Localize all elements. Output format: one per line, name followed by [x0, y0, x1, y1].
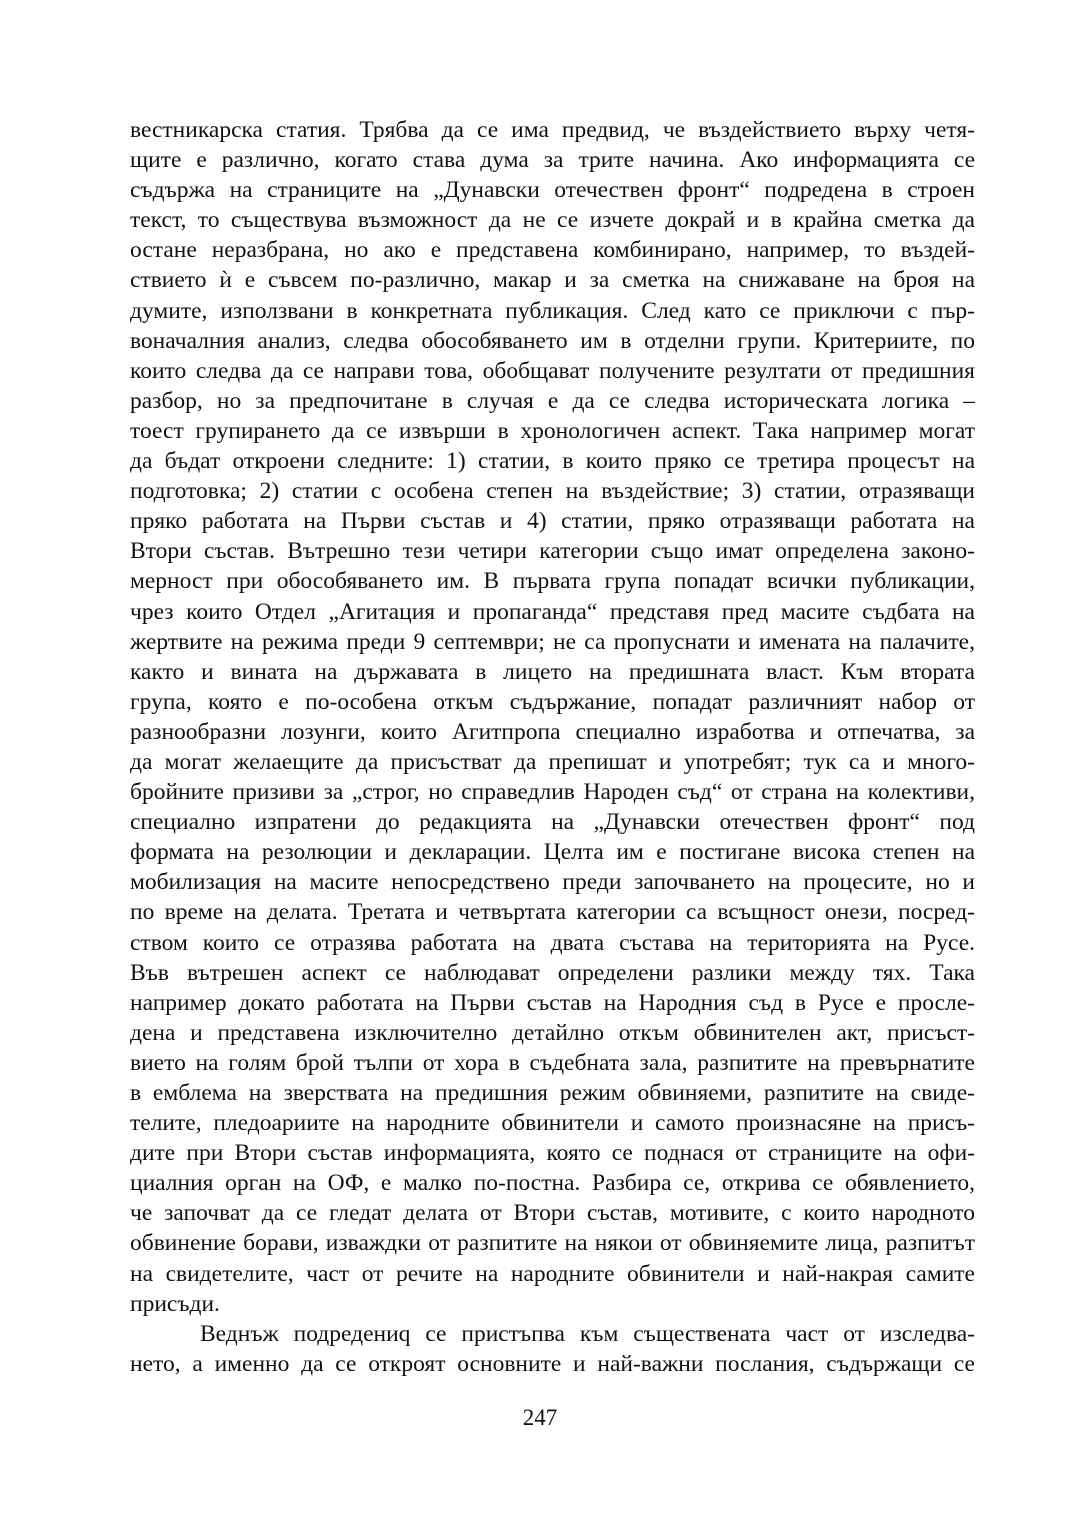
- text-line: щите е различно, когато става дума за трите начина. Ако информацията се: [130, 147, 975, 174]
- text-line: група, която е по-особена откъм съдържание, попадат различният набор от: [130, 688, 975, 715]
- text-line: вието на голям брой тълпи от хора в съдебната зала, разпитите на превърнатите: [130, 1049, 975, 1076]
- text-line: обвинение борави, изваждки от разпитите на някои от обвиняемите лица, разпитът: [130, 1230, 975, 1257]
- text-line: разбор, но за предпочитане в случая е да се следва историческата логика –: [130, 387, 975, 414]
- text-line: пряко работата на Първи състав и 4) статии, пряко отразяващи работата на: [130, 508, 975, 535]
- text-line: мерност при обособяването им. В първата група попадат всички публикации,: [130, 568, 975, 595]
- text-line: съдържа на страниците на „Дунавски отечествен фронт“ подредена в строен: [130, 177, 975, 204]
- text-line: дите при Втори състав информацията, която се поднася от страниците на офи-: [130, 1140, 975, 1167]
- body-text: [130, 115, 975, 1379]
- text-line: ством които се отразява работата на двата състава на територията на Русе.: [130, 929, 975, 956]
- text-line: които следва да се направи това, обобщават получените резултати от предишния: [130, 357, 975, 384]
- text-line: тоест групирането да се извърши в хронологичен аспект. Така например могат: [130, 417, 975, 444]
- text-line: на свидетелите, част от речите на народните обвинители и най-накрая самите: [130, 1260, 975, 1287]
- text-line: циалния орган на ОФ, е малко по-постна. Разбира се, открива се обявлението,: [130, 1170, 975, 1197]
- text-line: подготовка; 2) статии с особена степен на въздействие; 3) статии, отразяващи: [130, 478, 975, 505]
- text-line: например докато работата на Първи състав на Народния съд в Русе е просле-: [130, 989, 975, 1016]
- text-line: по време на делата. Третата и четвъртата категории са всъщност онези, посред-: [130, 899, 975, 926]
- text-line: в емблема на зверствата на предишния режим обвиняеми, разпитите на свиде-: [130, 1080, 975, 1106]
- text-line: че започват да се гледат делата от Втори състав, мотивите, с които народното: [130, 1200, 975, 1227]
- page-number: 247: [522, 1405, 558, 1430]
- text-line: присъди.: [130, 1290, 220, 1317]
- paragraph: [130, 1319, 975, 1379]
- text-line: вестникарска статия. Трябва да се има предвид, че въздействието върху четя-: [130, 117, 975, 143]
- text-line: мобилизация на масите непосредствено преди започването на процесите, но и: [130, 869, 975, 896]
- text-line: Веднъж подредениq се пристъпва към съществената част от изследва-: [200, 1320, 975, 1347]
- text-line: думите, използвани в конкретната публикация. След като се приключи с пър-: [130, 297, 975, 324]
- text-line: воначалния анализ, следва обособяването им в отделни групи. Критериите, по: [130, 327, 975, 354]
- text-line: специално изпратени до редакцията на „Дунавски отечествен фронт“ под: [130, 809, 975, 836]
- text-line: да могат желаещите да присъстват да препишат и употребят; тук са и много-: [130, 748, 975, 775]
- text-line: дена и представена изключително детайлно откъм обвинителен акт, присъст-: [130, 1019, 975, 1046]
- text-line: Във вътрешен аспект се наблюдават определени разлики между тях. Така: [130, 959, 975, 986]
- text-line: разнообразни лозунги, които Агитпропа специално изработва и отпечатва, за: [130, 718, 975, 745]
- text-line: текст, то съществува възможност да не се изчете докрай и в крайна сметка да: [130, 207, 975, 234]
- paragraph: [130, 115, 975, 1319]
- text-line: телите, пледоариите на народните обвинители и самото произнасяне на присъ-: [130, 1110, 975, 1137]
- text-line: остане неразбрана, но ако е представена комбинирано, например, то въздей-: [130, 237, 975, 264]
- text-line: както и вината на държавата в лицето на предишната власт. Към втората: [130, 658, 975, 685]
- text-line: формата на резолюции и декларации. Целта им е постигане висока степен на: [130, 839, 975, 866]
- text-line: жертвите на режима преди 9 септември; не са пропуснати и имената на палачите,: [130, 628, 975, 655]
- text-line: чрез които Отдел „Агитация и пропаганда“ представя пред масите съдбата на: [130, 598, 975, 625]
- text-line: Втори състав. Вътрешно тези четири категории също имат определена законо-: [130, 538, 975, 565]
- text-line: нето, а именно да се откроят основните и най-важни послания, съдържащи се: [130, 1350, 975, 1377]
- text-line: бройните призиви за „строг, но справедлив Народен съд“ от страна на колективи,: [130, 779, 975, 806]
- text-line: ствието ѝ е съвсем по-различно, макар и за сметка на снижаване на броя на: [130, 267, 975, 294]
- text-line: да бъдат откроени следните: 1) статии, в които пряко се третира процесът на: [130, 448, 975, 475]
